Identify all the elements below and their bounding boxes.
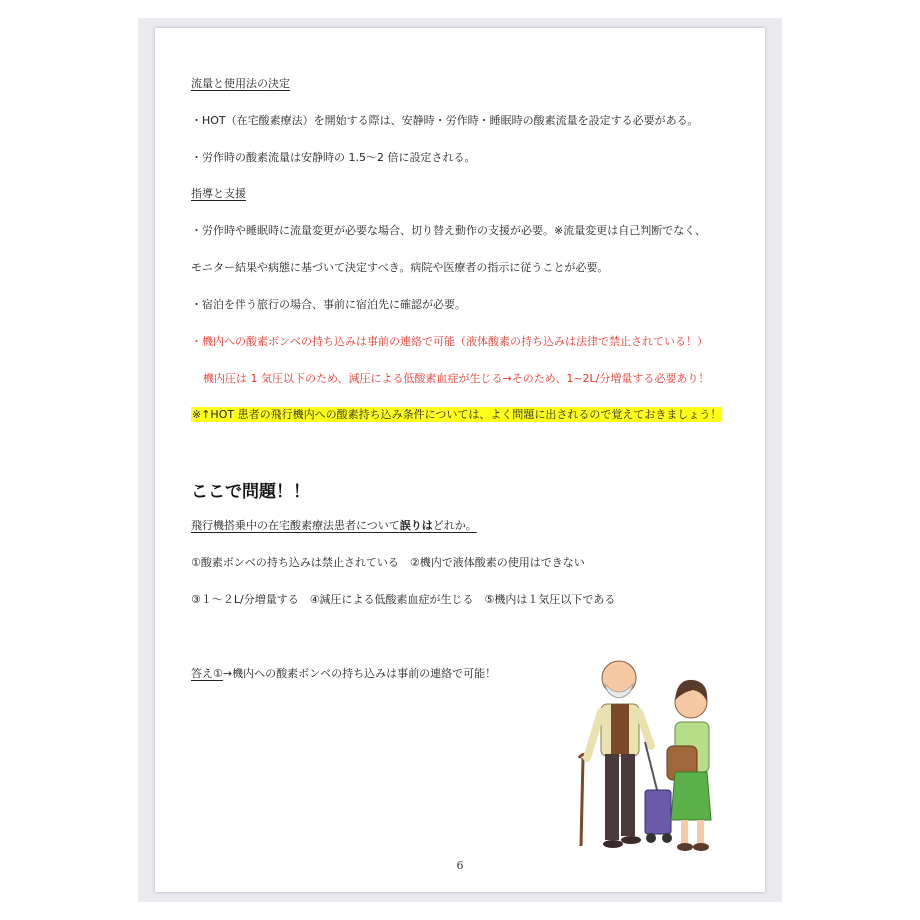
question-text-bold: 誤りは [399, 519, 433, 532]
quiz-question [191, 518, 477, 534]
answer-text: →機内への酸素ボンベの持ち込みは事前の連絡で可能！ [222, 667, 497, 680]
section-heading-flow: 流量と使用法の決定 [191, 77, 290, 90]
quiz-options-line1: ①酸素ボンベの持ち込みは禁止されている ②機内で液体酸素の使用はできない [191, 556, 585, 569]
answer-label: 答え① [191, 667, 223, 680]
highlighted-text: ※↑HOT 患者の飛行機内への酸素持ち込み条件については、よく問題に出されるので覚えておきましょう！ [192, 408, 722, 421]
paragraph-hot-start: ・HOT（在宅酸素療法）を開始する際は、安静時・労作時・睡眠時の酸素流量を設定する必要がある。 [191, 114, 699, 127]
page-number: 6 [456, 859, 464, 872]
document-page [155, 28, 765, 892]
elderly-couple-with-oxygen-cart-icon [575, 650, 725, 856]
red-note-cabin-pressure: 機内圧は 1 気圧以下のため、減圧による低酸素血症が生じる→そのため、1~2L/分増量する必要あり！ [203, 372, 710, 385]
quiz-answer [191, 666, 496, 682]
red-note-cabin-oxygen: ・機内への酸素ボンベの持ち込みは事前の連絡で可能（液体酸素の持ち込みは法律で禁止されている！） [191, 335, 708, 348]
question-text-post: どれか。 [432, 519, 477, 532]
paragraph-monitor: モニター結果や病態に基づいて決定すべき。病院や医療者の指示に従うことが必要。 [191, 261, 609, 274]
paragraph-exertion-flow: ・労作時の酸素流量は安静時の 1.5～2 倍に設定される。 [191, 151, 476, 164]
question-text-pre: 飛行機搭乗中の在宅酸素療法患者について [191, 519, 400, 532]
quiz-title: ここで問題！！ [191, 482, 310, 502]
quiz-options-line2: ③１～２L/分増量する ④減圧による低酸素血症が生じる ⑤機内は１気圧以下である [191, 593, 616, 606]
section-heading-guidance: 指導と支援 [191, 187, 246, 200]
paragraph-flow-change: ・労作時や睡眠時に流量変更が必要な場合、切り替え動作の支援が必要。※流量変更は自己判断でなく、 [191, 224, 706, 237]
highlight-note [191, 407, 722, 423]
paragraph-travel: ・宿泊を伴う旅行の場合、事前に宿泊先に確認が必要。 [191, 298, 466, 311]
